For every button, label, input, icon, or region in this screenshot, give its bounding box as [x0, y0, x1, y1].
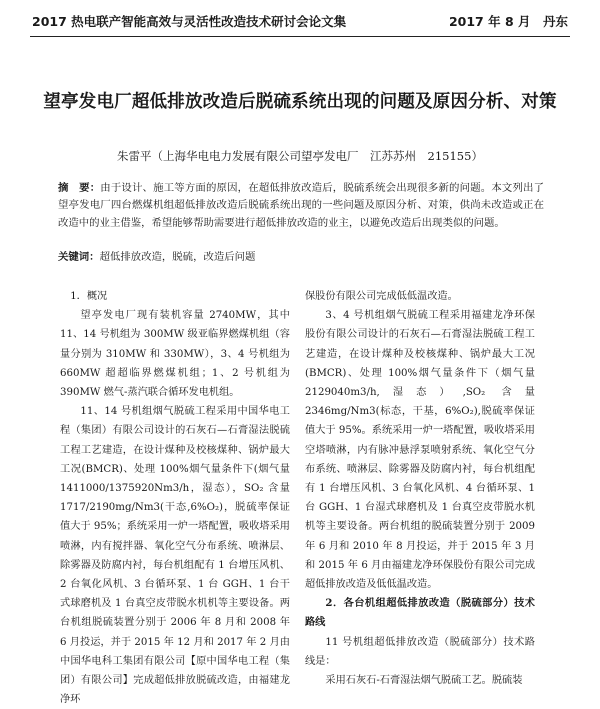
keywords-text: 超低排放改造，脱硫，改造后问题	[99, 251, 256, 263]
paragraph: 望亭发电厂现有装机容量 2740MW，其中 11、14 号机组为 300MW 级亚临界燃煤机组（容量分别为 310MW 和 330MW），3、4 号机组为 660MW 超超临界燃煤机组；1、2 号机组为 390MW 燃气-蒸汽联合循环发电机组。	[60, 310, 290, 399]
paragraph: 11 号机组超低排放改造（脱硫部分）技术路线是：	[305, 636, 535, 667]
paragraph: 11、14 号机组烟气脱硫工程采用中国华电工程（集团）有限公司设计的石灰石—石膏湿法脱硫工程工艺建造，在设计煤种及校核煤种、锅炉最大工况(BMCR)、处理 100%烟气量条件下(烟气量 1411000/1375920Nm3/h，湿态），SO₂ 含量 1717/2190mg/Nm3(干态,6%O₂)，脱硫率保证值大于 95%；系统采用一炉一塔配置，吸收塔采用喷淋，内有搅拌器、氧化空气分布系统、喷淋层、除雾器及防腐内衬，每台机组配有 1 台增压风机、2 台氧化风机、3 台循环泵、1 台 GGH、1 台干式球磨机及 1 台真空皮带脱水机机等主要设备。两台机组脱硫装置分别于 2006 年 8 月和 2008 年 6 月投运，并于 2015 年 12 月和 2017 年 2 月由中国华电科工集团有限公司【原中国华电工程（集团）有限公司】完成超低排放脱硫改造，由福建龙净环	[60, 406, 290, 706]
paragraph-continuation: 保股份有限公司完成低低温改造。	[305, 291, 458, 302]
keywords	[58, 248, 544, 263]
abstract-text: 由于设计、施工等方面的原因，在超低排放改造后，脱硫系统会出现很多新的问题。本文列出了望亭发电厂四台燃煤机组超低排放改造后脱硫系统出现的一些问题及原因分析、对策，供尚未改造或正在改造中的业主借鉴，希望能够帮助需要进行超低排放改造的业主，以避免改造后出现类似的问题。	[58, 182, 545, 229]
left-column	[60, 287, 290, 709]
paragraph: 采用石灰石-石膏湿法烟气脱硫工艺。脱硫装	[325, 675, 523, 687]
right-column	[305, 287, 535, 690]
header-date-location: 2017 年 8 月 丹东	[448, 14, 568, 29]
running-header	[32, 8, 568, 34]
header-rule	[30, 36, 570, 37]
abstract-label: 摘 要：	[58, 182, 101, 194]
paragraph: 3、4 号机组烟气脱硫工程采用福建龙净环保股份有限公司设计的石灰石—石膏湿法脱硫工程工艺建造，在设计煤种及校核煤种、锅炉最大工况(BMCR)、处理 100%烟气量条件下（烟气量 2129040m3/h,湿态）,SO₂ 含量 2346mg/Nm3(标态，干基，6%O₂),脱硫率保证值大于 95%。系统采用一炉一塔配置，吸收塔采用空塔喷淋，内有脉冲悬浮泵喷射系统、氧化空气分布系统、喷淋层、除雾器及防腐内衬，每台机组配有 1 台增压风机、3 台氧化风机、4 台循环泵、1 台 GGH、1 台湿式球磨机及 1 台真空皮带脱水机机等主要设备。两台机组的脱硫装置分别于 2009 年 6 月和 2010 年 8 月投运，并于 2015 年 3 月和 2015 年 6 月由福建龙净环保股份有限公司完成超低排放改造及低低温改造。	[305, 310, 535, 591]
section-heading-overview: 1．概况	[70, 291, 108, 302]
author-line: 朱雷平（上海华电电力发展有限公司望亭发电厂 江苏苏州 215155）	[117, 149, 483, 163]
paper-title: 望亭发电厂超低排放改造后脱硫系统出现的问题及原因分析、对策	[43, 92, 557, 112]
keywords-label: 关键词：	[58, 251, 100, 263]
section-heading-technical-route: 2．各台机组超低排放改造（脱硫部分）技术路线	[305, 597, 535, 629]
abstract	[58, 180, 544, 232]
header-proceedings-title: 2017 热电联产智能高效与灵活性改造技术研讨会论文集	[32, 14, 347, 29]
